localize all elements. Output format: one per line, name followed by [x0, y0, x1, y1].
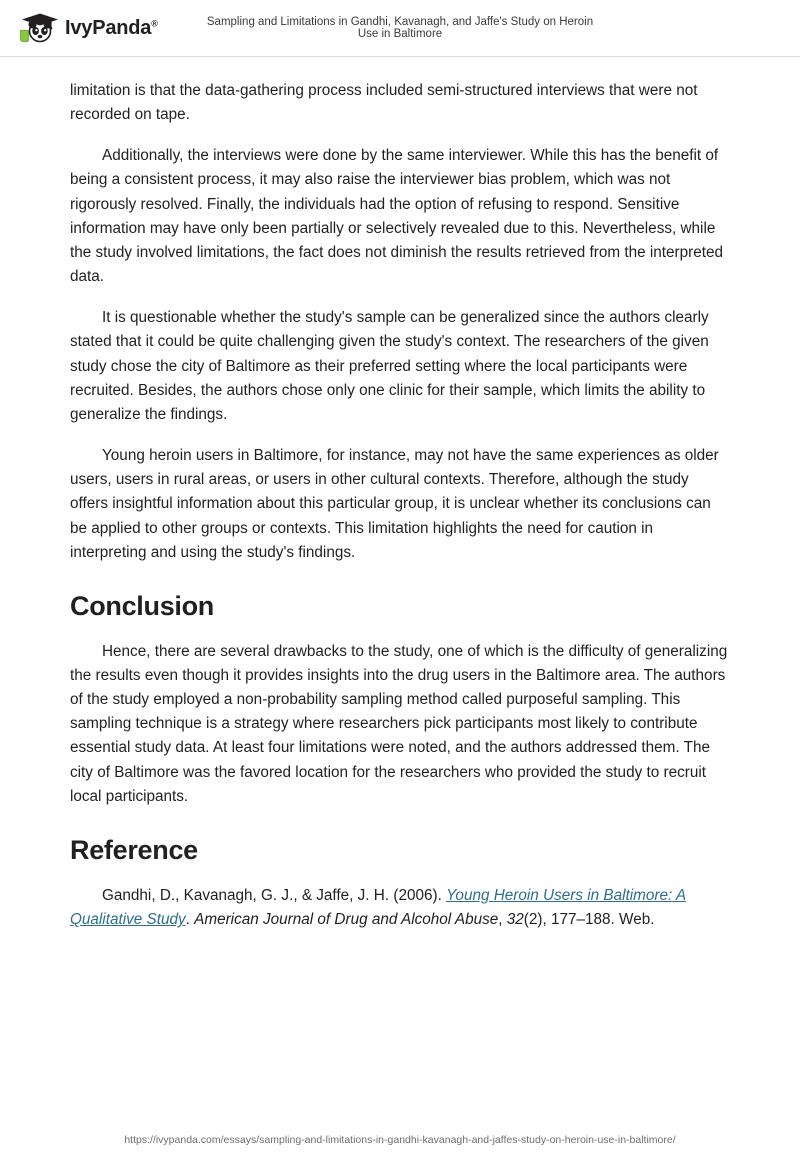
paragraph-young-users: Young heroin users in Baltimore, for instance, may not have the same experiences as older users, users in rural areas, or users in other cultural contexts. Therefore, although the study offers insightful information about this particular group, it is unclear whether its conclusions can be applied to other groups or contexts. This limitation highlights the need for caution in interpreting and using the study's findings. — [70, 447, 719, 561]
page-title: Sampling and Limitations in Gandhi, Kavanagh, and Jaffe's Study on Heroin Use in Baltimore — [206, 16, 594, 40]
reference-separator: . — [185, 911, 195, 929]
reference-volume: 32 — [506, 911, 524, 929]
document-body — [0, 57, 800, 932]
paragraph-conclusion: Hence, there are several drawbacks to the study, one of which is the difficulty of generalizing the results even though it provides insights into the drug users in the Baltimore area. The authors of the study employed a non-probability sampling method called purposeful sampling. This sampling technique is a strategy where researchers pick participants most likely to contribute essential study data. At least four limitations were noted, and the authors addressed them. The city of Baltimore was the favored location for the researchers who provided the study to recruit local participants. — [70, 642, 728, 805]
registered-mark: ® — [151, 17, 158, 28]
reference-issue-pages: (2), 177–188. Web. — [523, 911, 655, 929]
reference-heading: Reference — [70, 834, 198, 865]
reference-authors: Gandhi, D., Kavanagh, G. J., & Jaffe, J. H. (2006). — [102, 886, 447, 904]
reference-link[interactable]: Young Heroin Users in Baltimore: A Qualitative Study — [70, 886, 687, 929]
graduation-cap-panda-logo-icon — [18, 12, 58, 44]
reference-entry — [70, 884, 730, 932]
paragraph-generalizability: It is questionable whether the study's sample can be generalized since the authors clearly stated that it could be quite challenging given the study's context. The researchers of the given study chose the city of Baltimore as their preferred setting where the local participants were recruited. Besides, the authors chose only one clinic for their sample, which limits the ability to generalize the findings. — [70, 309, 709, 423]
reference-comma: , — [498, 911, 507, 929]
paragraph-continuation: limitation is that the data-gathering process included semi-structured interviews that were not recorded on tape. — [70, 82, 698, 124]
page-header — [0, 0, 800, 57]
conclusion-heading: Conclusion — [70, 590, 214, 621]
brand-name: IvyPanda® — [65, 16, 158, 39]
brand-logo-group[interactable] — [18, 12, 158, 44]
footer-url[interactable]: https://ivypanda.com/essays/sampling-and-limitations-in-gandhi-kavanagh-and-jaffes-study-on-heroin-use-in-baltimore/ — [124, 1134, 676, 1146]
reference-journal: American Journal of Drug and Alcohol Abuse — [194, 911, 499, 929]
paragraph-interviewer-bias: Additionally, the interviews were done by the same interviewer. While this has the benefit of being a consistent process, it may also raise the interviewer bias problem, which was not rigorously resolved. Finally, the individuals had the option of refusing to respond. Sensitive information may have only been partially or selectively revealed due to this. Nevertheless, while the study involved limitations, the fact does not diminish the results retrieved from the interpreted data. — [70, 147, 723, 286]
